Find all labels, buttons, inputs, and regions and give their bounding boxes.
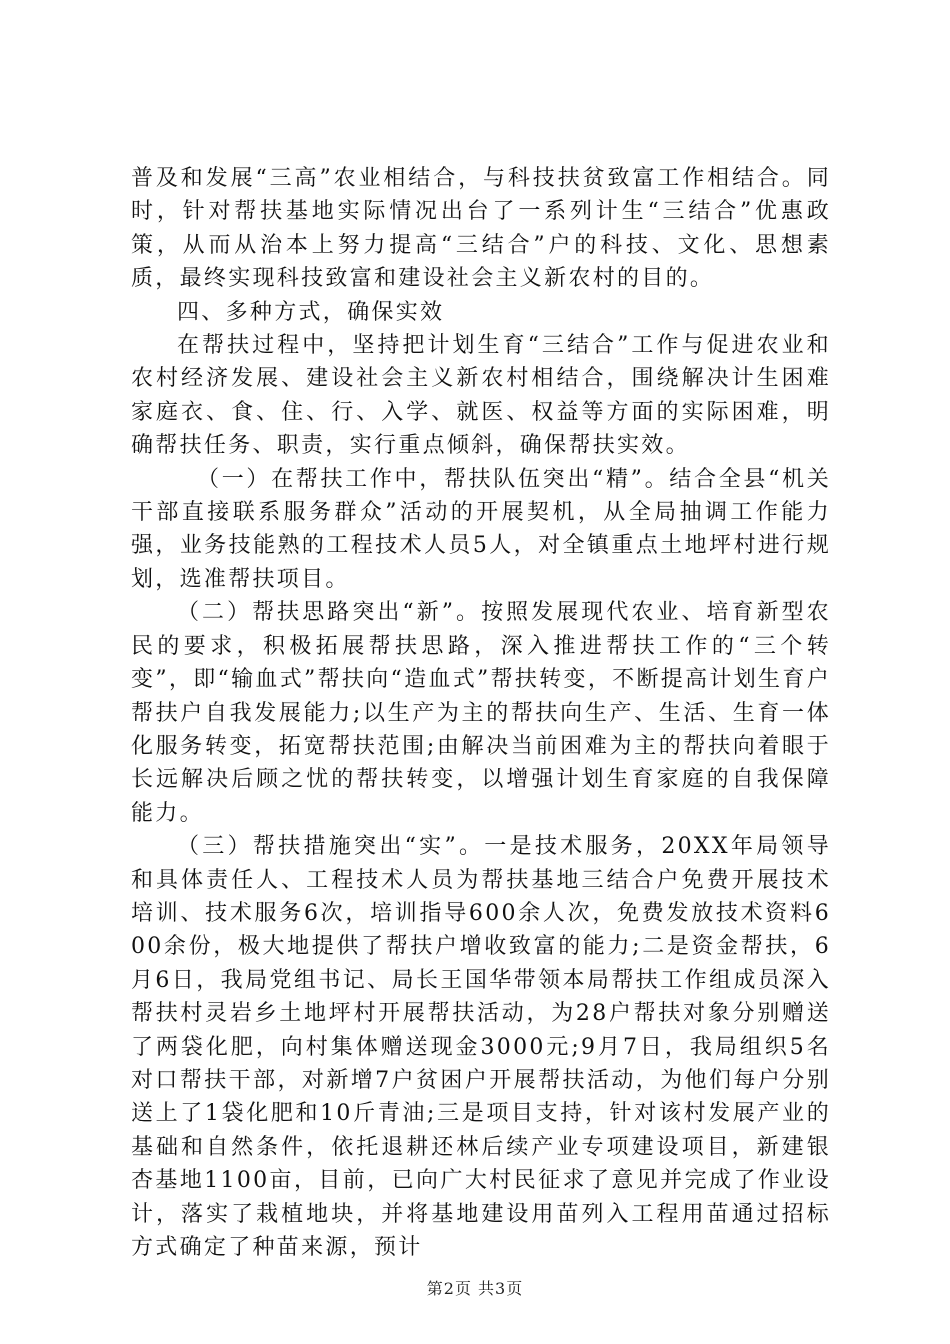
paragraph-intro: 在帮扶过程中，坚持把计划生育“三结合”工作与促进农业和农村经济发展、建设社会主义新农村相结合，围绕解决计生困难家庭衣、食、住、行、入学、就医、权益等方面的实际困难，明确帮扶任务、职责，实行重点倾斜，确保帮扶实效。 [131, 333, 831, 459]
document-body [131, 162, 831, 1264]
section-heading: 四、多种方式，确保实效 [177, 299, 445, 325]
paragraph-item-2: （二）帮扶思路突出“新”。按照发展现代农业、培育新型农民的要求，积极拓展帮扶思路，深入推进帮扶工作的“三个转变”，即“输血式”帮扶向“造血式”帮扶转变，不断提高计划生育户帮扶户自我发展能力;以生产为主的帮扶向生产、生活、生育一体化服务转变，拓宽帮扶范围;由解决当前困难为主的帮扶向着眼于长远解决后顾之忧的帮扶转变，以增强计划生育家庭的自我保障能力。 [131, 600, 831, 826]
paragraph-item-3: （三）帮扶措施突出“实”。一是技术服务，20XX年局领导和具体责任人、工程技术人员为帮扶基地三结合户免费开展技术培训、技术服务6次，培训指导600余人次，免费发放技术资料600余份，极大地提供了帮扶户增收致富的能力;二是资金帮扶，6月6日，我局党组书记、局长王国华带领本局帮扶工作组成员深入帮扶村灵岩乡土地坪村开展帮扶活动，为28户帮扶对象分别赠送了两袋化肥，向村集体赠送现金3000元;9月7日，我局组织5名对口帮扶干部，对新增7户贫困户开展帮扶活动，为他们每户分别送上了1袋化肥和10斤青油;三是项目支持，针对该村发展产业的基础和自然条件，依托退耕还林后续产业专项建设项目，新建银杏基地1100亩，目前，已向广大村民征求了意见并完成了作业设计，落实了栽植地块，并将基地建设用苗列入工程用苗通过招标方式确定了种苗来源，预计 [131, 834, 831, 1260]
paragraph-continuation: 普及和发展“三高”农业相结合，与科技扶贫致富工作相结合。同时，针对帮扶基地实际情况出台了一系列计生“三结合”优惠政策，从而从治本上努力提高“三结合”户的科技、文化、思想素质，最终实现科技致富和建设社会主义新农村的目的。 [131, 166, 831, 292]
page-footer: 第2页 共3页 [426, 1279, 524, 1298]
paragraph-item-1: （一）在帮扶工作中，帮扶队伍突出“精”。结合全县“机关干部直接联系服务群众”活动的开展契机，从全局抽调工作能力强，业务技能熟的工程技术人员5人，对全镇重点土地坪村进行规划，选准帮扶项目。 [131, 466, 831, 592]
